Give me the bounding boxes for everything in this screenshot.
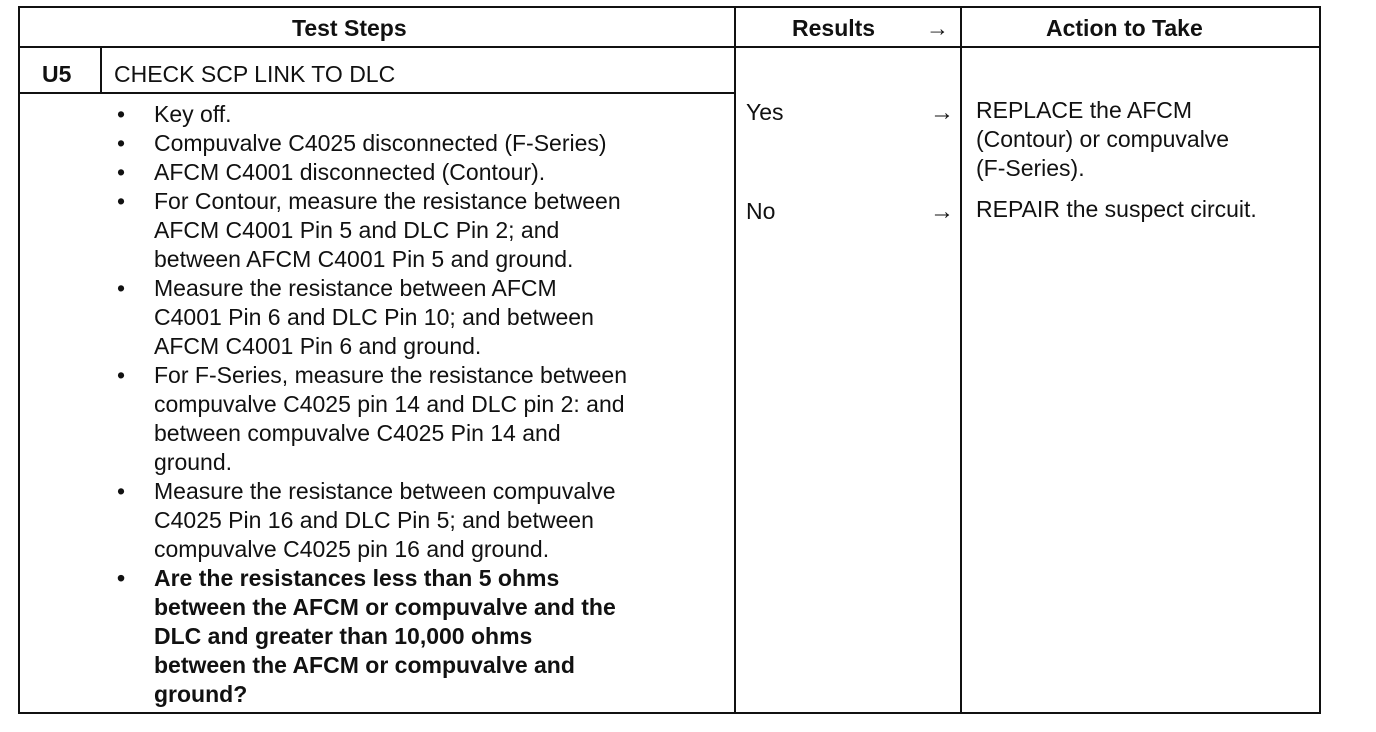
result-no-arrow: → xyxy=(930,198,954,225)
action-no: REPAIR the suspect circuit. xyxy=(976,196,1257,222)
bullet-icon: • xyxy=(117,478,126,504)
test-step-item: • For Contour, measure the resistance between AFCM C4001 Pin 5 and DLC Pin 2; and between AFCM C4001 Pin 5 and ground. xyxy=(117,188,621,272)
test-step-item: • Measure the resistance between compuvalve C4025 Pin 16 and DLC Pin 5; and between compuvalve C4025 pin 16 and ground. xyxy=(117,478,616,562)
bullet-icon: • xyxy=(117,101,126,127)
bullet-icon: • xyxy=(117,188,126,214)
test-step-item: • Measure the resistance between AFCM C4001 Pin 6 and DLC Pin 10; and between AFCM C4001 Pin 6 and ground. xyxy=(117,275,594,359)
column-divider-steps-results xyxy=(734,8,736,712)
header-results: Results xyxy=(792,14,876,41)
column-divider-results-action xyxy=(960,8,962,712)
step-title-bottom-rule xyxy=(20,92,736,94)
bullet-icon: • xyxy=(117,159,126,185)
test-step-item: • For F-Series, measure the resistance between compuvalve C4025 pin 14 and DLC pin 2: and between compuvalve C4025 Pin 14 and ground. xyxy=(117,362,627,475)
step-id: U5 xyxy=(42,61,72,87)
action-yes: REPLACE the AFCM (Contour) or compuvalve (F-Series). xyxy=(976,97,1230,181)
test-step-question: • Are the resistances less than 5 ohms between the AFCM or compuvalve and the DLC and greater than 10,000 ohms between the AFCM or compuvalve and ground? xyxy=(117,565,616,707)
result-yes: Yes xyxy=(746,99,784,125)
step-title: CHECK SCP LINK TO DLC xyxy=(114,61,396,87)
step-id-divider xyxy=(100,48,102,94)
header-results-arrow: → xyxy=(926,14,949,41)
header-action-to-take: Action to Take xyxy=(1046,14,1203,41)
bullet-icon: • xyxy=(117,130,126,156)
test-step-item: • Compuvalve C4025 disconnected (F-Series) xyxy=(117,130,607,156)
bullet-icon: • xyxy=(117,362,126,388)
test-step-item: • AFCM C4001 disconnected (Contour). xyxy=(117,159,546,185)
header-test-steps: Test Steps xyxy=(292,14,407,41)
test-step-item: • Key off. xyxy=(117,101,232,127)
bullet-icon: • xyxy=(117,275,126,301)
bullet-icon: • xyxy=(117,565,126,591)
result-no: No xyxy=(746,198,776,224)
test-step-list xyxy=(108,100,627,709)
result-yes-arrow: → xyxy=(930,99,954,126)
test-steps-table xyxy=(18,6,1321,714)
